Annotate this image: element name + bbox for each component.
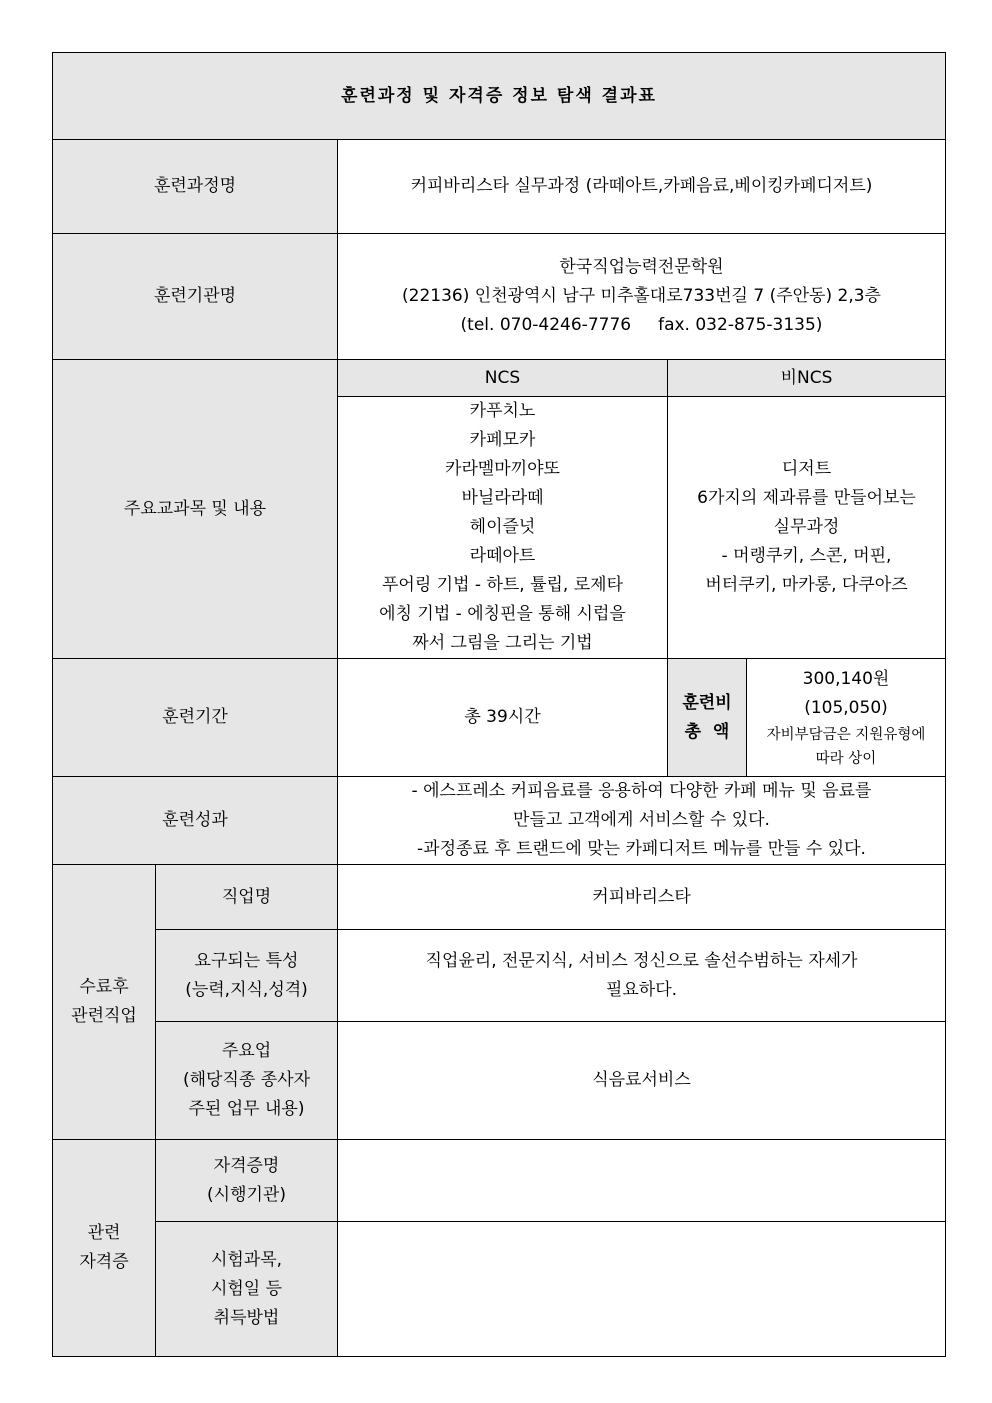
exam-method-label-line: 시험과목, <box>210 1249 283 1270</box>
duty-value: 식음료서비스 <box>338 1022 946 1140</box>
outcome-label: 훈련성과 <box>53 777 338 865</box>
institution-name: 한국직업능력전문학원 <box>559 257 724 277</box>
outcome-value <box>338 777 946 865</box>
ncs-subject-item: 바닐라라떼 <box>461 488 544 508</box>
ncs-header: NCS <box>338 360 668 397</box>
cost-label <box>668 659 747 777</box>
ncs-subject-item: 라떼아트 <box>469 546 536 566</box>
exam-method-label-line: 취득방법 <box>213 1307 280 1328</box>
institution-contact: (tel. 070-4246-7776 fax. 032-875-3135) <box>460 315 823 335</box>
ncs-subject-item: 카페모카 <box>469 430 536 450</box>
non-ncs-subject-item: 디저트 <box>781 459 832 479</box>
certificate-name-label-line: (시행기관) <box>207 1184 286 1205</box>
related-certificate-label <box>53 1140 156 1357</box>
cost-label-line: 훈련비 <box>682 692 732 713</box>
ncs-subject-item: 에칭 기법 - 에칭핀을 통해 시럽을 <box>379 604 626 624</box>
outcome-line: 만들고 고객에게 서비스할 수 있다. <box>513 810 770 830</box>
period-label: 훈련기간 <box>53 659 338 777</box>
related-jobs-label-line: 수료후 <box>79 977 129 997</box>
outcome-line: - 에스프레소 커피음료를 응용하여 다양한 카페 메뉴 및 음료를 <box>411 781 872 801</box>
exam-method-label <box>156 1222 338 1357</box>
traits-value-line: 필요하다. <box>605 979 678 1000</box>
non-ncs-subject-item: 6가지의 제과류를 만들어보는 <box>697 488 916 508</box>
duty-label-line: 주된 업무 내용) <box>188 1099 305 1119</box>
cost-note: 자비부담금은 지원유형에 <box>766 726 926 743</box>
job-name-label: 직업명 <box>156 865 338 930</box>
duty-label-line: 주요업 <box>221 1041 272 1061</box>
ncs-subject-item: 짜서 그림을 그리는 기법 <box>412 633 593 653</box>
traits-label <box>156 930 338 1022</box>
related-certificate-label-line: 자격증 <box>79 1252 129 1272</box>
ncs-subject-item: 헤이즐넛 <box>469 517 536 537</box>
duty-label-line: (해당직종 종사자 <box>183 1070 310 1090</box>
exam-method-value <box>338 1222 946 1357</box>
cost-amount: 300,140원 <box>802 668 890 689</box>
ncs-subject-item: 카푸치노 <box>469 401 536 421</box>
related-certificate-label-line: 관련 <box>87 1223 121 1243</box>
job-name-value: 커피바리스타 <box>338 865 946 930</box>
traits-label-line: 요구되는 특성 <box>194 950 299 971</box>
outcome-line: -과정종료 후 트랜드에 맞는 카페디저트 메뉴를 만들 수 있다. <box>417 839 866 859</box>
info-table <box>52 52 946 1357</box>
traits-label-line: (능력,지식,성격) <box>185 979 308 1000</box>
institution-label: 훈련기관명 <box>53 234 338 360</box>
cost-label-line: 총 액 <box>684 721 730 742</box>
non-ncs-subject-item: - 머랭쿠키, 스콘, 머핀, <box>721 546 892 566</box>
non-ncs-header: 비NCS <box>668 360 946 397</box>
course-name-label: 훈련과정명 <box>53 140 338 234</box>
institution-info <box>338 234 946 360</box>
subjects-label: 주요교과목 및 내용 <box>53 360 338 659</box>
related-jobs-label-line: 관련직업 <box>71 1006 137 1026</box>
period-value: 총 39시간 <box>338 659 668 777</box>
non-ncs-subject-item: 버터쿠키, 마카롱, 다쿠아즈 <box>705 575 908 595</box>
certificate-name-label <box>156 1140 338 1222</box>
page-title: 훈련과정 및 자격증 정보 탐색 결과표 <box>53 53 946 140</box>
ncs-subjects <box>338 397 668 659</box>
cost-self-pay: (105,050) <box>804 697 888 718</box>
non-ncs-subject-item: 실무과정 <box>773 517 840 537</box>
non-ncs-subjects <box>668 397 946 659</box>
exam-method-label-line: 시험일 등 <box>210 1278 283 1299</box>
institution-address: (22136) 인천광역시 남구 미추홀대로733번길 7 (주안동) 2,3층 <box>402 286 881 306</box>
course-name-value: 커피바리스타 실무과정 (라떼아트,카페음료,베이킹카페디저트) <box>338 140 946 234</box>
cost-value <box>747 659 946 777</box>
certificate-name-value <box>338 1140 946 1222</box>
certificate-name-label-line: 자격증명 <box>213 1155 280 1176</box>
traits-value-line: 직업윤리, 전문지식, 서비스 정신으로 솔선수범하는 자세가 <box>425 950 858 971</box>
cost-note: 따라 상이 <box>815 750 877 767</box>
duty-label <box>156 1022 338 1140</box>
related-jobs-label <box>53 865 156 1140</box>
ncs-subject-item: 카라멜마끼야또 <box>445 459 560 479</box>
ncs-subject-item: 푸어링 기법 - 하트, 튤립, 로제타 <box>381 575 624 595</box>
traits-value <box>338 930 946 1022</box>
